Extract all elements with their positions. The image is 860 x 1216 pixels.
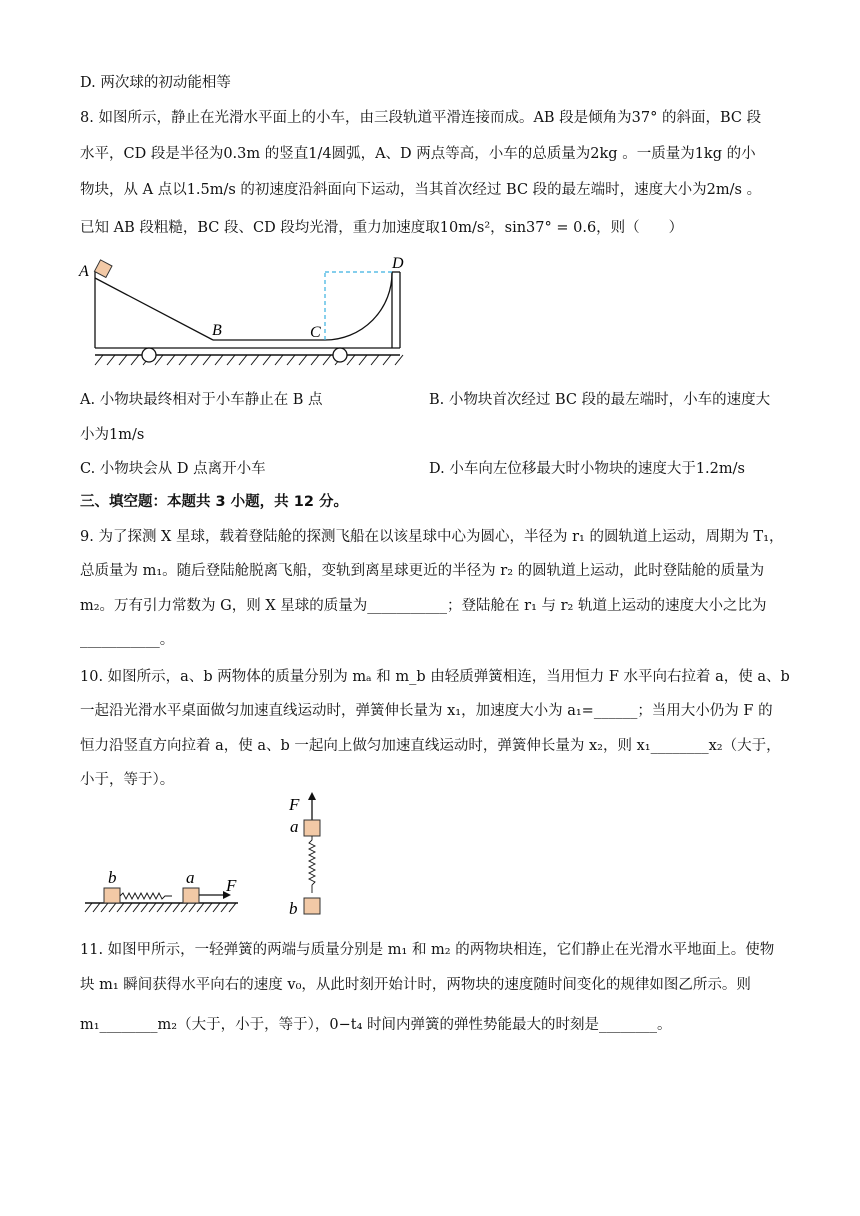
q10-line-1: 10. 如图所示，a、b 两物体的质量分别为 mₐ 和 m_b 由轻质弹簧相连，当用恒力 F 水平向右拉着 a，使 a、b — [80, 669, 790, 685]
q8-option-d: D. 小车向左位移最大时小物块的速度大于1.2m/s — [429, 461, 745, 477]
q10-line-4: 小于，等于）。 — [80, 772, 175, 788]
q10-label-a-vertical: a — [290, 817, 299, 836]
q8-label-b: B — [212, 322, 222, 339]
q9-line-2: 总质量为 m₁。随后登陆舱脱离飞船，变轨到离星球更近的半径为 r₂ 的圆轨道上运动，此时登陆舱的质量为 — [80, 563, 765, 579]
q9-line-1: 9. 为了探测 X 星球，载着登陆舱的探测飞船在以该星球中心为圆心，半径为 r₁ 的圆轨道上运动，周期为 T₁， — [80, 529, 784, 545]
q8-line-1: 8. 如图所示，静止在光滑水平面上的小车，由三段轨道平滑连接而成。AB 段是倾角为37° 的斜面，BC 段 — [80, 110, 762, 126]
q10-line-2: 一起沿光滑水平桌面做匀加速直线运动时，弹簧伸长量为 x₁，加速度大小为 a₁=______；当用大小仍为 F 的 — [80, 703, 773, 719]
q8-line-4: 已知 AB 段粗糙，BC 段、CD 段均光滑，重力加速度取10m/s²，sin37° = 0.6，则（ ） — [80, 220, 684, 236]
q10-label-b-vertical: b — [289, 899, 298, 918]
q8-line-3: 物块，从 A 点以1.5m/s 的初速度沿斜面向下运动，当其首次经过 BC 段的最左端时，速度大小为2m/s 。 — [80, 182, 762, 198]
q8-label-a: A — [79, 263, 89, 280]
q8-option-a: A. 小物块最终相对于小车静止在 B 点 — [80, 392, 323, 408]
q8-label-c: C — [310, 324, 321, 341]
q10-label-a-horizontal: a — [186, 868, 195, 887]
q8-option-c: C. 小物块会从 D 点离开小车 — [80, 461, 266, 477]
q11-line-3: m₁________m₂（大于，小于，等于），0−t₄ 时间内弹簧的弹性势能最大的时刻是________。 — [80, 1017, 672, 1033]
q10-label-f-vertical: F — [289, 795, 300, 814]
q10-line-3: 恒力沿竖直方向拉着 a，使 a、b 一起向上做匀加速直线运动时，弹簧伸长量为 x₂，则 x₁________x₂（大于， — [80, 738, 781, 754]
q7-option-d: D. 两次球的初动能相等 — [80, 75, 231, 91]
q9-line-3: m₂。万有引力常数为 G，则 X 星球的质量为___________；登陆舱在 r₁ 与 r₂ 轨道上运动的速度大小之比为 — [80, 598, 767, 614]
section-3-heading: 三、填空题：本题共 3 小题，共 12 分。 — [80, 494, 348, 510]
q10-vertical-figure — [280, 790, 340, 920]
q9-line-4: ___________。 — [80, 632, 175, 648]
q11-line-2: 块 m₁ 瞬间获得水平向右的速度 v₀，从此时刻开始计时，两物块的速度随时间变化的规律如图乙所示。则 — [80, 977, 751, 993]
q8-label-d: D — [392, 255, 404, 272]
q8-cart-figure — [75, 250, 405, 375]
q8-line-2: 水平，CD 段是半径为0.3m 的竖直1/4圆弧，A、D 两点等高，小车的总质量为2kg 。一质量为1kg 的小 — [80, 146, 756, 162]
q10-label-f-horizontal: F — [226, 876, 237, 895]
q8-option-b-cont: 小为1m/s — [80, 427, 145, 443]
q10-label-b-horizontal: b — [108, 868, 117, 887]
q11-line-1: 11. 如图甲所示，一轻弹簧的两端与质量分别是 m₁ 和 m₂ 的两物块相连，它们静止在光滑水平地面上。使物 — [80, 942, 775, 958]
q8-option-b: B. 小物块首次经过 BC 段的最左端时，小车的速度大 — [429, 392, 771, 408]
q10-horizontal-figure — [80, 862, 240, 917]
